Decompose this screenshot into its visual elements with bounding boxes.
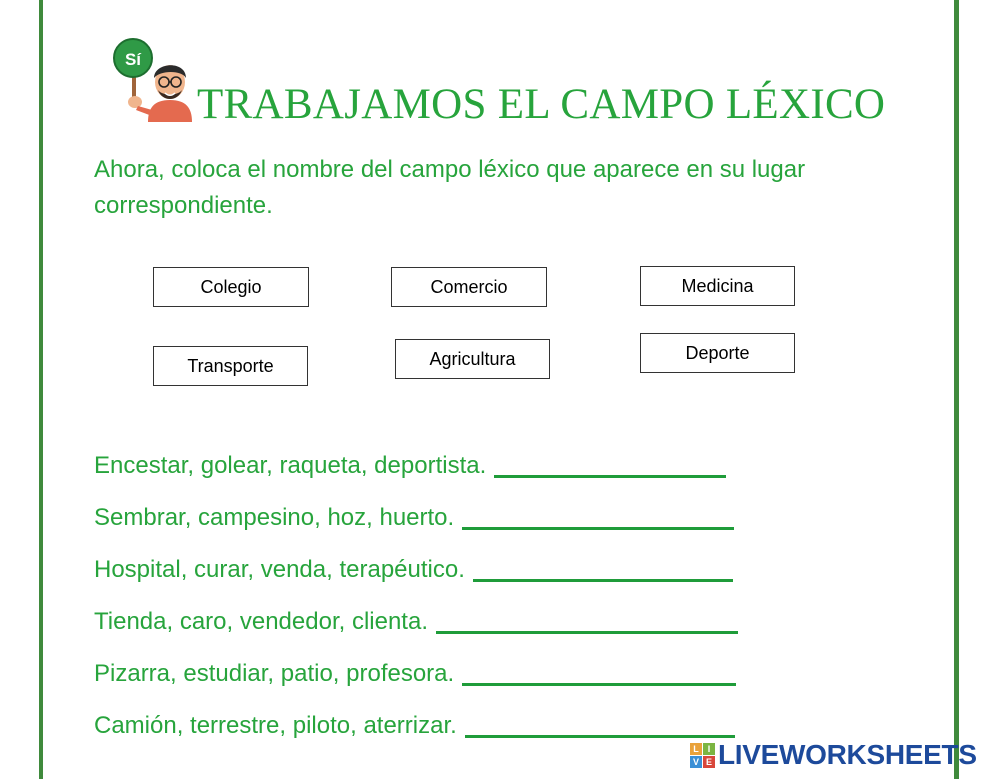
instruction-text: Ahora, coloca el nombre del campo léxico que aparece en su lugar correspondiente. xyxy=(94,156,806,219)
question-text: Pizarra, estudiar, patio, profesora. xyxy=(94,660,455,687)
page-border-right xyxy=(954,0,959,779)
worksheet-title: TRABAJAMOS EL CAMPO LÉXICO xyxy=(197,81,886,128)
logo-mark-letter: E xyxy=(703,756,715,768)
liveworksheets-mark-icon xyxy=(690,743,715,768)
question-row xyxy=(94,656,736,690)
logo-mark-letter: V xyxy=(690,756,702,768)
question-row xyxy=(94,552,733,586)
question-row xyxy=(94,708,735,742)
answer-blank[interactable] xyxy=(462,526,734,530)
question-row xyxy=(94,500,734,534)
answer-blank[interactable] xyxy=(462,682,736,686)
option-deporte[interactable]: Deporte xyxy=(640,333,795,373)
question-row xyxy=(94,604,738,638)
option-medicina[interactable]: Medicina xyxy=(640,266,795,306)
answer-blank[interactable] xyxy=(436,630,738,634)
logo-mark-letter: L xyxy=(690,743,702,755)
page-border-left xyxy=(39,0,43,779)
liveworksheets-logo xyxy=(690,738,977,772)
question-row xyxy=(94,448,726,482)
option-transporte[interactable]: Transporte xyxy=(153,346,308,386)
option-colegio[interactable]: Colegio xyxy=(153,267,309,307)
logo-text: LIVEWORKSHEETS xyxy=(718,739,977,770)
question-text: Hospital, curar, venda, terapéutico. xyxy=(94,556,465,583)
avatar-badge-text: Sí xyxy=(124,50,142,69)
answer-blank[interactable] xyxy=(494,474,726,478)
option-agricultura[interactable]: Agricultura xyxy=(395,339,550,379)
question-text: Camión, terrestre, piloto, aterrizar. xyxy=(94,712,457,739)
logo-mark-letter: I xyxy=(703,743,715,755)
question-text: Encestar, golear, raqueta, deportista. xyxy=(94,452,487,479)
question-text: Sembrar, campesino, hoz, huerto. xyxy=(94,504,455,531)
answer-blank[interactable] xyxy=(473,578,733,582)
teacher-avatar-icon xyxy=(108,36,194,122)
question-text: Tienda, caro, vendedor, clienta. xyxy=(94,608,428,635)
option-comercio[interactable]: Comercio xyxy=(391,267,547,307)
